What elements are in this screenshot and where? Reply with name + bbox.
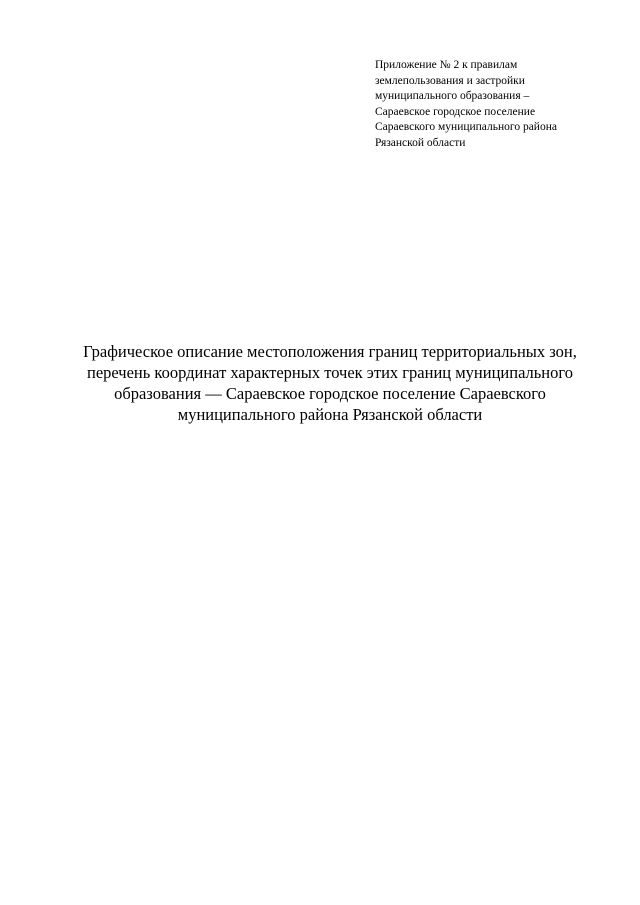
appendix-line: Рязанской области — [375, 136, 466, 149]
title-line: муниципального района Рязанской области — [177, 405, 483, 424]
title-line: образования — Сараевское городское поселение Сараевского — [114, 384, 546, 403]
document-title — [40, 341, 620, 425]
appendix-line: муниципального образования – — [375, 90, 530, 102]
appendix-line: Приложение № 2 к правилам — [375, 59, 518, 71]
appendix-note — [375, 58, 620, 151]
title-line: Графическое описание местоположения границ территориальных зон, — [83, 342, 577, 361]
title-line: перечень координат характерных точек этих границ муниципального — [86, 363, 573, 382]
appendix-line: землепользования и застройки — [375, 74, 525, 87]
appendix-line: Сараевского муниципального района — [375, 121, 557, 133]
appendix-line: Сараевское городское поселение — [375, 105, 536, 118]
